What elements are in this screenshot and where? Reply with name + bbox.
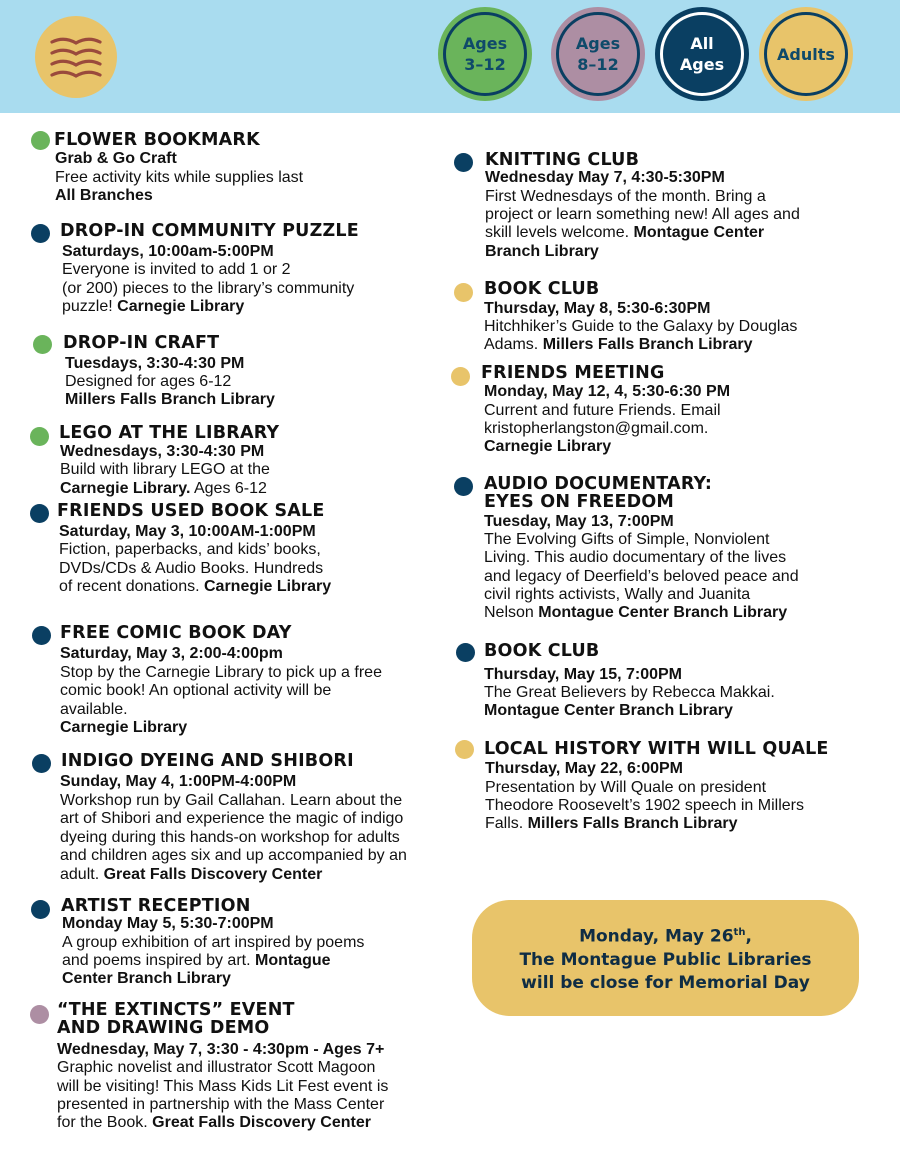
event-title: FREE COMIC BOOK DAY <box>60 623 292 643</box>
event-title: “THE EXTINCTS” EVENT <box>57 1000 295 1020</box>
badge-all-ages: All Ages <box>655 7 749 101</box>
event-title: FLOWER BOOKMARK <box>54 130 260 150</box>
category-dot <box>31 131 50 150</box>
event-title: BOOK CLUB <box>484 641 600 661</box>
category-dot <box>454 153 473 172</box>
badge-ages-8-12: Ages 8–12 <box>551 7 645 101</box>
category-dot <box>31 224 50 243</box>
event-title-line-2: EYES ON FREEDOM <box>484 492 675 512</box>
event-title: DROP-IN CRAFT <box>63 333 220 353</box>
category-dot <box>33 335 52 354</box>
category-dot <box>30 504 49 523</box>
category-dot <box>455 740 474 759</box>
event-title: INDIGO DYEING AND SHIBORI <box>61 751 354 771</box>
event-title: FRIENDS MEETING <box>481 363 665 383</box>
category-dot <box>31 900 50 919</box>
event-title: LOCAL HISTORY WITH WILL QUALE <box>484 739 829 759</box>
logo <box>35 16 117 98</box>
category-dot <box>456 643 475 662</box>
event-title: LEGO AT THE LIBRARY <box>59 423 280 443</box>
category-dot <box>451 367 470 386</box>
event-title: AUDIO DOCUMENTARY: <box>484 474 713 494</box>
event-title: ARTIST RECEPTION <box>61 896 251 916</box>
event-title: FRIENDS USED BOOK SALE <box>57 501 325 521</box>
memorial-day-closure-notice: Monday, May 26th, The Montague Public Libraries will be close for Memorial Day <box>472 900 859 1016</box>
event-title: BOOK CLUB <box>484 279 600 299</box>
category-dot <box>454 283 473 302</box>
category-dot <box>454 477 473 496</box>
badge-ages-3-12: Ages 3–12 <box>438 7 532 101</box>
category-dot <box>30 1005 49 1024</box>
header-banner <box>0 0 900 113</box>
category-dot <box>30 427 49 446</box>
category-dot <box>32 754 51 773</box>
event-title: KNITTING CLUB <box>485 150 640 170</box>
event-title-line-2: AND DRAWING DEMO <box>57 1018 270 1038</box>
open-book-icon <box>35 16 117 98</box>
badge-adults: Adults <box>759 7 853 101</box>
category-dot <box>32 626 51 645</box>
event-title: DROP-IN COMMUNITY PUZZLE <box>60 221 359 241</box>
